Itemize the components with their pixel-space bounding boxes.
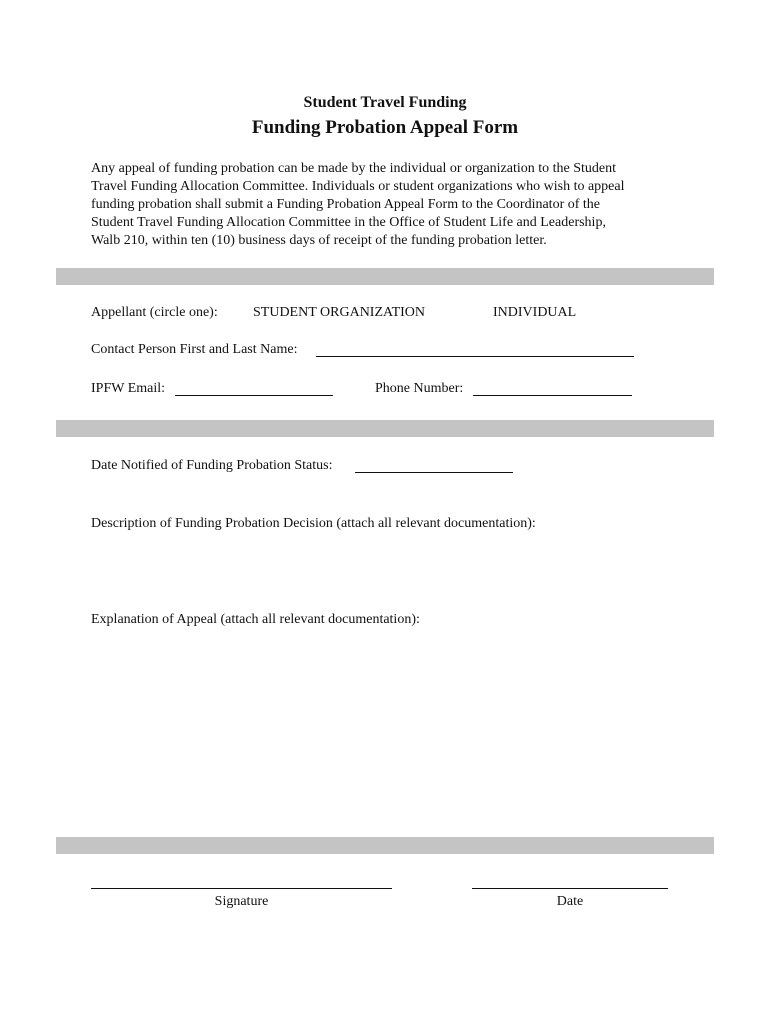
signature-date-line[interactable] [472,888,668,889]
form-subtitle: Student Travel Funding [303,94,467,111]
date-notified-label: Date Notified of Funding Probation Status: [91,458,333,473]
signature-line[interactable] [91,888,392,889]
description-label: Description of Funding Probation Decision (attach all relevant documentation): [91,516,536,531]
intro-line: Walb 210, within ten (10) business days of receipt of the funding probation letter. [91,233,547,248]
explanation-area[interactable] [91,636,711,826]
email-label: IPFW Email: [91,381,166,396]
intro-line: Student Travel Funding Allocation Committee in the Office of Student Life and Leadership, [91,215,606,230]
intro-line: funding probation shall submit a Funding Probation Appeal Form to the Coordinator of the [91,197,601,212]
section-divider-bar [56,268,714,285]
intro-line: Travel Funding Allocation Committee. Individuals or student organizations who wish to appeal [91,179,625,194]
section-divider-bar [56,837,714,854]
intro-paragraph [91,160,691,250]
signature-label: Signature [214,894,269,909]
contact-name-field[interactable] [316,344,634,357]
explanation-label: Explanation of Appeal (attach all relevant documentation): [91,612,420,627]
date-notified-field[interactable] [355,460,513,473]
appellant-label: Appellant (circle one): [91,305,218,320]
description-area[interactable] [91,540,711,600]
intro-line: Any appeal of funding probation can be made by the individual or organization to the Student [91,161,616,176]
form-title: Funding Probation Appeal Form [251,117,519,138]
email-field[interactable] [175,383,333,396]
section-divider-bar [56,420,714,437]
contact-name-label: Contact Person First and Last Name: [91,342,298,357]
phone-field[interactable] [473,383,632,396]
signature-date-label: Date [556,894,584,909]
appellant-option-individual[interactable]: INDIVIDUAL [493,305,577,320]
phone-label: Phone Number: [375,381,464,396]
appellant-option-student-organization[interactable]: STUDENT ORGANIZATION [253,305,426,320]
